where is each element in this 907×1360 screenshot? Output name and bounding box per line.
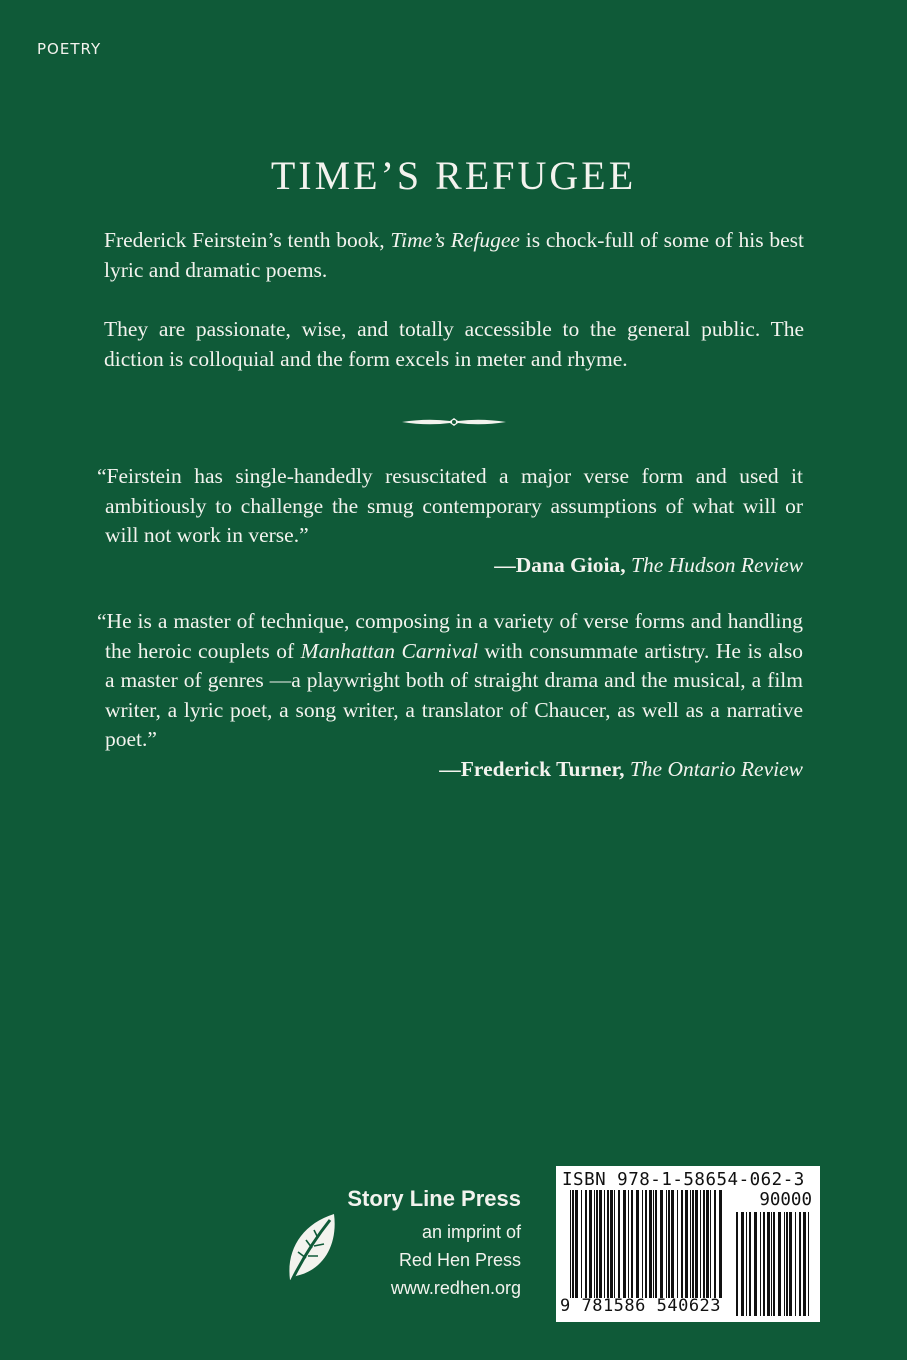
description-paragraph-2: They are passionate, wise, and totally accessible to the general public. The diction is colloquial and the form excels in meter and rhyme. xyxy=(104,317,804,371)
book-title: TIME’S REFUGEE xyxy=(270,153,637,198)
barcode-bar xyxy=(636,1190,639,1298)
barcode-bar xyxy=(666,1190,667,1298)
barcode-bar xyxy=(692,1190,694,1298)
barcode-bar xyxy=(589,1190,592,1298)
addon-barcode-bars xyxy=(736,1212,812,1316)
price-code: 90000 xyxy=(759,1190,812,1210)
barcode-bar xyxy=(719,1190,722,1298)
barcode-bar xyxy=(741,1212,744,1316)
barcode-bar xyxy=(610,1190,613,1298)
barcode-bar xyxy=(645,1190,647,1298)
barcode-bar xyxy=(596,1190,598,1298)
barcode-bar xyxy=(653,1190,654,1298)
barcode-bar xyxy=(685,1190,688,1298)
quote-text: “He is a master of technique, composing in a variety of verse forms and handling the heroic couplets of Manhattan Carnival with consummate artistry. He is also a master of genres —a playwright both of straight drama and the musical, a film writer, a lyric poet, a song writer, a translator of Chaucer, as well as a narrative poet.” xyxy=(97,609,804,751)
barcode-bar xyxy=(736,1212,738,1316)
barcode-bar xyxy=(767,1212,770,1316)
barcode-bar xyxy=(710,1190,711,1298)
description-paragraph-1: Frederick Feirstein’s tenth book, Time’s Refugee is chock-full of some of his best lyric and dramatic poems. xyxy=(104,228,804,282)
barcode-bar xyxy=(585,1190,587,1298)
barcode-bar xyxy=(594,1190,595,1298)
barcode-bar xyxy=(581,1190,582,1298)
barcode-bar xyxy=(631,1190,633,1298)
barcode-bar xyxy=(572,1190,574,1298)
barcode-bar xyxy=(660,1190,663,1298)
barcode-bar xyxy=(604,1190,605,1298)
barcode-bar xyxy=(690,1190,691,1298)
barcode-bar xyxy=(677,1190,678,1298)
barcode-bar xyxy=(778,1212,781,1316)
ean-digits: 9 781586 540623 xyxy=(560,1296,722,1316)
publisher-parent: Red Hen Press xyxy=(398,1250,521,1270)
barcode-bar xyxy=(618,1190,620,1298)
barcode-bar xyxy=(771,1212,772,1316)
barcode-bar xyxy=(642,1190,643,1298)
barcode-bar xyxy=(614,1190,615,1298)
ean-barcode-bars xyxy=(570,1190,726,1298)
barcode-bar xyxy=(628,1190,629,1298)
barcode-bar xyxy=(703,1190,705,1298)
barcode-bar xyxy=(799,1212,801,1316)
barcode-bar xyxy=(786,1212,788,1316)
barcode-bar xyxy=(695,1190,698,1298)
quote-attribution xyxy=(97,551,803,581)
barcode-bar xyxy=(649,1190,652,1298)
barcode-bar xyxy=(668,1190,670,1298)
publisher-url: www.redhen.org xyxy=(390,1278,521,1298)
barcode-bar xyxy=(655,1190,657,1298)
barcode-bar xyxy=(795,1212,796,1316)
barcode-bar xyxy=(671,1190,674,1298)
barcode-bar xyxy=(570,1190,571,1298)
barcode-bar xyxy=(599,1190,602,1298)
review-quote-1 xyxy=(97,462,803,580)
barcode-bar xyxy=(700,1190,701,1298)
genre-label: POETRY xyxy=(37,40,102,58)
quote-source: The Hudson Review xyxy=(631,552,803,577)
barcode-bar xyxy=(754,1212,757,1316)
quote-source: The Ontario Review xyxy=(629,756,803,781)
barcode-bar xyxy=(706,1190,709,1298)
leaf-icon xyxy=(284,1210,340,1286)
publisher-block xyxy=(347,1186,521,1302)
barcode-bar xyxy=(789,1212,792,1316)
review-quote-2 xyxy=(97,607,803,784)
barcode-bar xyxy=(803,1212,806,1316)
publisher-imprint: an imprint of xyxy=(421,1222,521,1242)
barcode-bar xyxy=(760,1212,761,1316)
barcode-bar xyxy=(623,1190,626,1298)
isbn-number: ISBN 978-1-58654-062-3 xyxy=(562,1170,805,1190)
ornament-divider-icon xyxy=(400,414,508,430)
quote-attribution xyxy=(97,755,803,785)
barcode-bar xyxy=(808,1212,809,1316)
barcode xyxy=(556,1166,820,1322)
barcode-bar xyxy=(607,1190,609,1298)
quote-author: —Frederick Turner, xyxy=(439,756,625,781)
book-title-italic: Time’s Refugee xyxy=(390,228,520,252)
barcode-bar xyxy=(746,1212,747,1316)
barcode-bar xyxy=(773,1212,775,1316)
barcode-bar xyxy=(784,1212,785,1316)
barcode-bar xyxy=(575,1190,578,1298)
barcode-bar xyxy=(714,1190,716,1298)
barcode-bar xyxy=(763,1212,765,1316)
barcode-bar xyxy=(749,1212,751,1316)
publisher-name: Story Line Press xyxy=(347,1186,521,1211)
barcode-bar xyxy=(681,1190,683,1298)
quote-author: —Dana Gioia, xyxy=(494,552,626,577)
quote-text: “Feirstein has single-handedly resuscitated a major verse form and used it ambitiously to challenge the smug contemporary assumptions of what will or will not work in verse.” xyxy=(97,464,803,547)
